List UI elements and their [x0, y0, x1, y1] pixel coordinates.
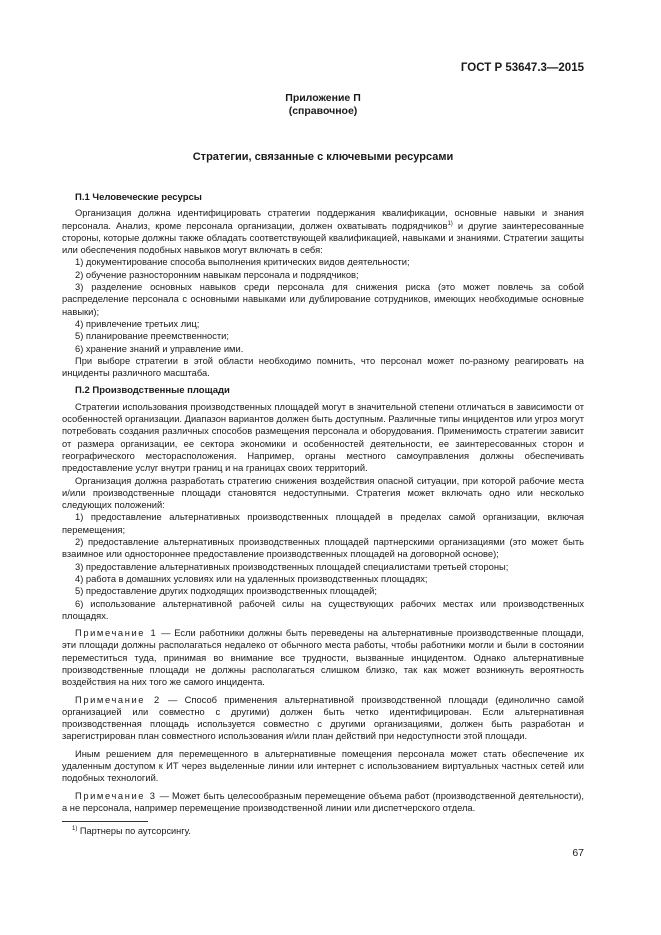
note-label: Примечание 2 [75, 694, 161, 705]
section-heading-production-areas: П.2 Производственные площади [75, 385, 230, 397]
list-item: 2) предоставление альтернативных производственных площадей партнерскими организациями (это может быть взаимное или одностороннее предоставление производственных площадей на договорной основе); [62, 537, 584, 560]
list-item: 2) обучение разносторонним навыкам персонала и подрядчиков; [75, 269, 359, 280]
paragraph: При выборе стратегии в этой области необходимо помнить, что персонал может по-разному реагировать на инциденты различного масштаба. [62, 355, 584, 379]
footnote-text: Партнеры по аутсорсингу. [79, 826, 191, 836]
footnote [72, 826, 191, 836]
list-item: 3) разделение основных навыков среди персонала для снижения риска (это может повлечь за собой распределение персонала с основными навыками или дублирование сотрудников, имеющих необходимые основные навыки); [62, 282, 584, 317]
paragraph: Иным решением для перемещенного в альтернативные помещения персонала может стать обеспечение их удаленным доступом к ИТ через выделенные линии или интернет с использованием виртуальных частных сетей или подобных технологий. [62, 748, 584, 784]
footnote-divider [62, 821, 148, 822]
list-item: 6) хранение знаний и управление ими. [75, 343, 244, 354]
document-body [62, 192, 584, 814]
paragraph-text: и другие заинтересованные стороны, которые должны также обладать соответствующей квалификацией, навыками и знаниями. Стратегии защиты или обеспечения подобных навыков могут включать в себя: [62, 220, 584, 256]
list-item: 3) предоставление альтернативных производственных площадей специалистами третьей стороны; [75, 561, 509, 572]
paragraph [62, 207, 584, 256]
note-label: Примечание 1 [75, 628, 158, 639]
list-item: 1) предоставление альтернативных производственных площадей в пределах самой организации, включая перемещения; [62, 512, 584, 535]
note-3 [62, 790, 584, 815]
list-item: 5) предоставление других подходящих производственных площадей; [75, 586, 378, 597]
note-label: Примечание 3 [75, 790, 157, 801]
list-item: 5) планирование преемственности; [75, 331, 229, 342]
paragraph: Стратегии использования производственных площадей могут в значительной степени отличаться в зависимости от особенностей организации. Диапазон вариантов должен быть доступным. Различные типы инцидентов или угроз могут потребовать создания различных способов размещения персонала и оборудования. Применимость стратегии зависит от размера организации, ее сектора экономики и особенностей деятельности, ее заинтересованных сторон и географического месторасположения. Например, органы местного самоуправления должны обеспечивать предоставление услуг внутри границ и на границах своих территорий. [62, 401, 584, 474]
list-item: 4) привлечение третьих лиц; [75, 318, 200, 329]
annex-heading [62, 92, 584, 118]
paragraph-text: Организация должна идентифицировать стратегии поддержания квалификации, основные навыки и знания персонала. Анализ, кроме персонала организации, должен охватывать подрядчиков [62, 208, 584, 231]
page-number: 67 [572, 847, 584, 859]
annex-title: Приложение П [285, 92, 361, 104]
note-2 [62, 694, 584, 743]
page-title: Стратегии, связанные с ключевыми ресурсами [192, 151, 454, 163]
standard-code: ГОСТ Р 53647.3—2015 [460, 62, 584, 74]
list-item: 1) документирование способа выполнения критических видов деятельности; [75, 257, 410, 268]
section-heading-human-resources: П.1 Человеческие ресурсы [75, 192, 202, 203]
paragraph: Организация должна разработать стратегию снижения воздействия опасной ситуации, при которой рабочие места и/или производственные площади становятся недоступными. Стратегия может включать одно или несколько следующих положений: [62, 475, 584, 511]
footnote-mark: 1) [72, 826, 78, 832]
footnote-reference: 1) [447, 220, 453, 227]
note-text: — Если работники должны быть переведены на альтернативные производственные площади, эти площади должны располагаться недалеко от обычного места работы, чтобы работники могли и были в состоянии переместиться туда, принимая во внимание все трудности, вызванные инцидентом. Однако альтернативные производственные площади не должны располагаться слишком близко, так как может возникнуть вероятность воздействия на них того же самого инцидента. [62, 628, 584, 688]
note-text: — Может быть целесообразным перемещение объема работ (производственной деятельности), а не персонала, например перемещение производственной линии или диспетчерского отдела. [62, 790, 585, 813]
list-item: 6) использование альтернативной рабочей силы на существующих рабочих местах или производственных площадях. [62, 598, 584, 621]
note-text: — Способ применения альтернативной производственной площади (единолично самой организацией или совместно с другими) должен быть четко идентифицирован. Если альтернативная производственная площадь используется совместно с другими организациями, должен быть разработан и зарегистрирован план совместного использования и/или план действий при недоступности этой площади. [62, 694, 584, 742]
annex-kind: (справочное) [288, 105, 358, 117]
note-1 [62, 627, 584, 688]
list-item: 4) работа в домашних условиях или на удаленных производственных площадях; [75, 573, 428, 584]
